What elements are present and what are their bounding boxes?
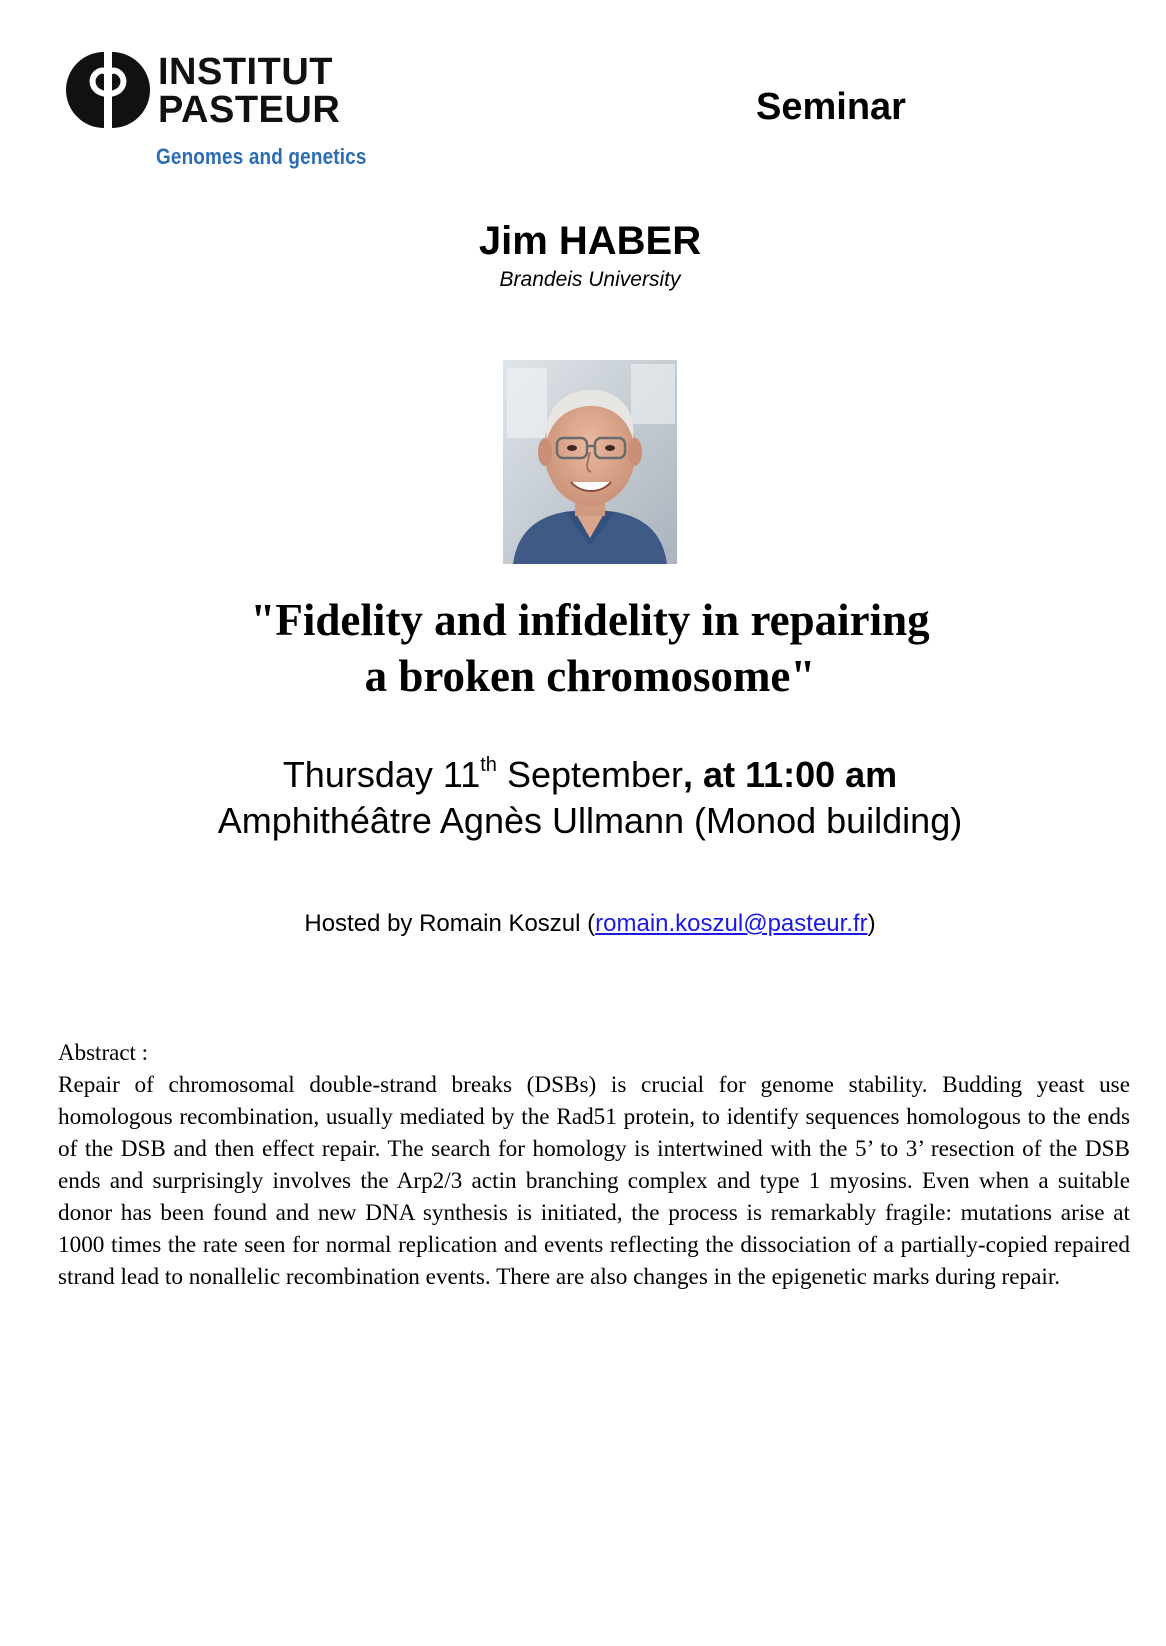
event-time: , at 11:00 am	[683, 754, 898, 795]
speaker-photo	[503, 360, 677, 564]
seminar-label: Seminar	[756, 86, 906, 128]
abstract-body: Repair of chromosomal double-strand breaks (DSBs) is crucial for genome stability. Budding yeast use homologous recombination, usually mediated by the Rad51 protein, to identify sequences homologous to the ends of the DSB and then effect repair. The search for homology is intertwined with the 5’ to 3’ resection of the DSB ends and surprisingly involves the Arp2/3 actin branching complex and type 1 myosins. Even when a suitable donor has been found and new DNA synthesis is initiated, the process is remarkably fragile: mutations arise at 1000 times the rate seen for normal replication and events reflecting the dissociation of a partially-copied repaired strand lead to nonallelic recombination events. There are also changes in the epigenetic marks during repair.	[58, 1072, 1130, 1290]
talk-title	[0, 592, 1166, 704]
speaker-name: Jim HABER	[478, 219, 702, 263]
talk-title-line-2: a broken chromosome"	[364, 651, 816, 701]
talk-title-line-1: "Fidelity and infidelity in repairing	[250, 595, 930, 645]
host-prefix: Hosted by Romain Koszul (	[304, 910, 596, 937]
logo-word-pasteur: PASTEUR	[158, 89, 341, 131]
event-day-suffix: th	[480, 754, 497, 776]
logo-tagline: Genomes and genetics	[156, 144, 367, 169]
abstract-heading: Abstract :	[58, 1040, 149, 1065]
speaker-affiliation: Brandeis University	[499, 268, 681, 291]
logo-word-institut: INSTITUT	[158, 51, 333, 93]
host-suffix: )	[867, 910, 876, 937]
pasteur-emblem-icon	[66, 48, 150, 132]
host-line	[0, 910, 1166, 938]
institut-pasteur-logo	[66, 48, 366, 178]
event-day: Thursday 11	[282, 754, 481, 795]
event-location: Amphithéâtre Agnès Ullmann (Monod building)	[217, 800, 963, 841]
speaker-portrait-icon	[503, 360, 677, 564]
event-month: September	[496, 754, 684, 795]
host-email-link[interactable]: romain.koszul@pasteur.fr	[595, 910, 868, 937]
event-date-time	[0, 754, 1166, 796]
